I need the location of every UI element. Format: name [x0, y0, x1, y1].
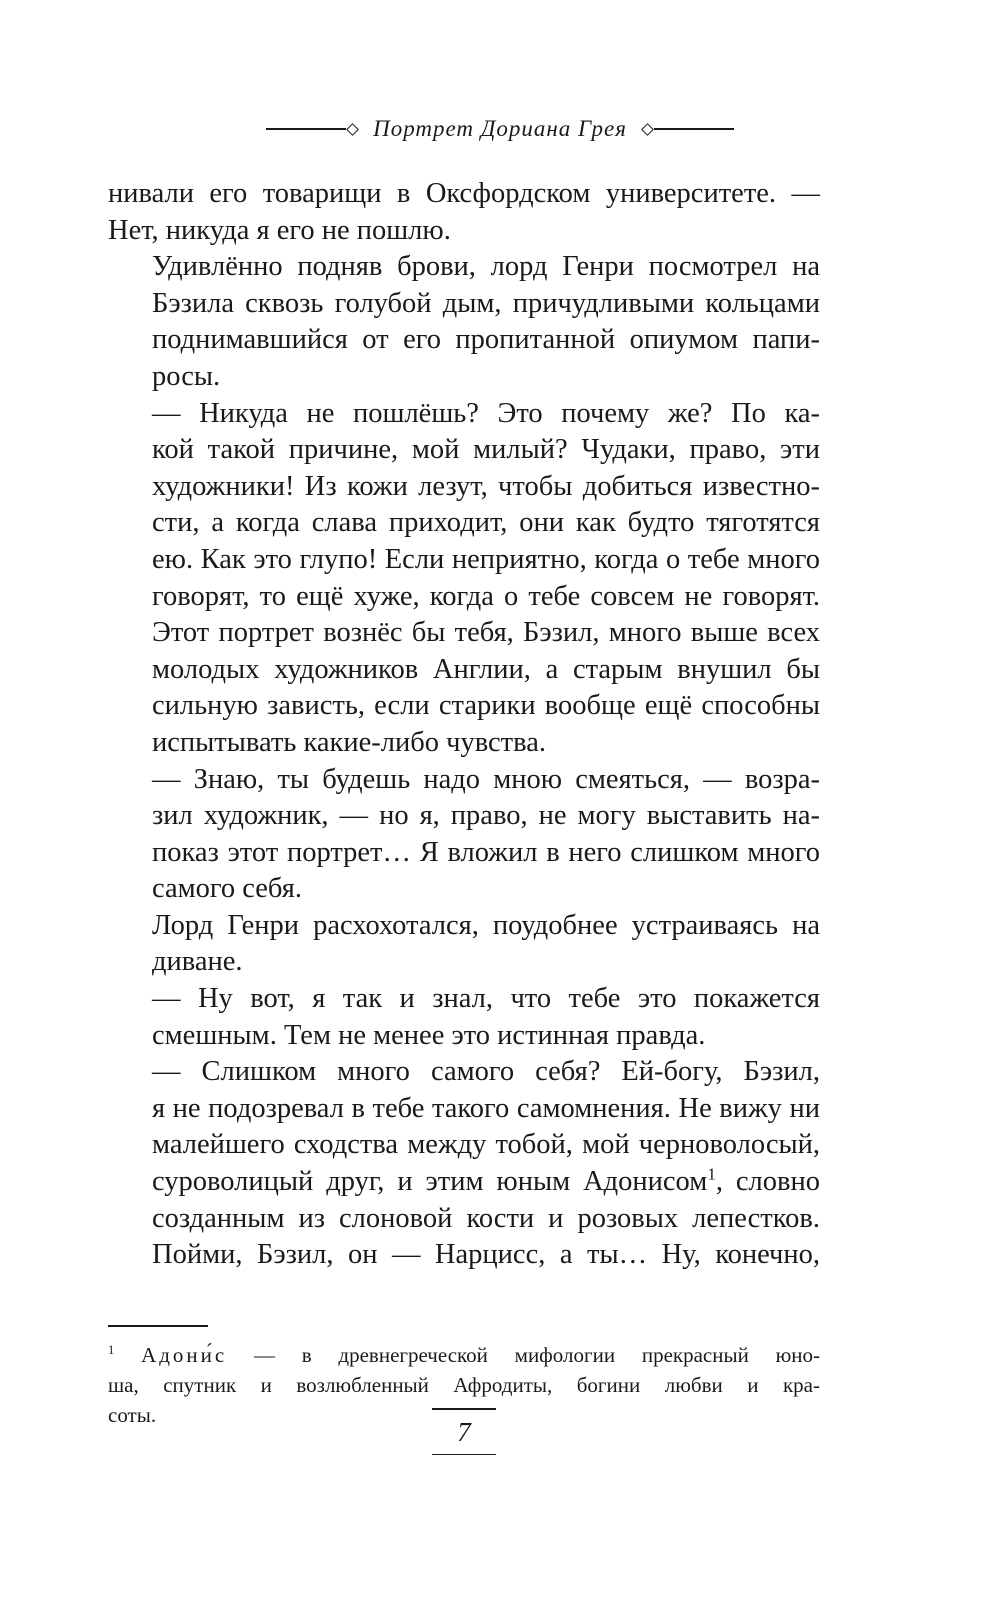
footnote-separator — [108, 1325, 208, 1327]
text-line: показ этот портрет… Я вложил в него слишком много — [152, 836, 820, 868]
header-ornament-left — [266, 125, 359, 134]
body-text — [108, 176, 820, 1274]
header-ornament-right — [641, 125, 734, 134]
text-line: Удивлённо подняв брови, лорд Генри посмотрел на — [152, 251, 820, 283]
paragraph — [108, 981, 820, 1054]
text-line: ею. Как это глупо! Если неприятно, когда о тебе много — [152, 543, 820, 575]
footnote-line: ша, спутник и возлюбленный Афродиты, богини любви и кра- — [108, 1373, 820, 1397]
text-line: — Слишком много самого себя? Ей-богу, Бэзил, — [152, 1056, 820, 1088]
text-line: — Никуда не пошлёшь? Это почему же? По ка- — [152, 397, 820, 429]
text-line: Этот портрет вознёс бы тебя, Бэзил, много выше всех — [152, 617, 820, 649]
footnote-line: $^1$ Адони́с — в древнегреческой мифологии прекрасный юно- — [108, 1343, 821, 1367]
text-line: молодых художников Англии, а старым внушил бы — [152, 653, 820, 685]
text-line: Нет, никуда я его не пошлю. — [108, 214, 451, 246]
footnote-reference[interactable]: 1 — [707, 1164, 716, 1184]
diamond-ornament-icon — [346, 123, 359, 136]
text-line: созданным из слоновой кости и розовых лепестков. — [152, 1202, 820, 1234]
footnote-marker: 1 — [108, 1343, 115, 1357]
paragraph — [108, 176, 820, 249]
paragraph — [108, 762, 820, 908]
page-number: 7 — [457, 1416, 471, 1447]
text-line: Бэзила сквозь голубой дым, причудливыми кольцами — [152, 287, 820, 319]
paragraph — [108, 1054, 820, 1274]
text-line: — Знаю, ты будешь надо мною смеяться, — возра- — [152, 763, 820, 795]
text-line: зил художник, — но я, право, не могу выставить на- — [152, 800, 820, 832]
text-line: сильную зависть, если старики вообще ещё способны — [152, 690, 820, 722]
footnote-term: Адони́с — [141, 1343, 228, 1367]
text-line: — Ну вот, я так и знал, что тебе это покажется — [152, 983, 820, 1015]
running-header — [0, 116, 1000, 142]
text-line: нивали его товарищи в Оксфордском университете. — — [108, 178, 820, 209]
text-line: сти, а когда слава приходит, они как будто тяготятся — [152, 507, 820, 539]
text-line: Лорд Генри расхохотался, поудобнее устраиваясь на — [152, 909, 820, 941]
page-number-rule-bottom — [432, 1454, 496, 1456]
text-line: смешным. Тем не менее это истинная правда. — [152, 1019, 706, 1051]
text-line: диване. — [152, 946, 243, 978]
page-number-block — [432, 1408, 496, 1455]
paragraph — [108, 396, 820, 762]
text-line: малейшего сходства между тобой, мой черноволосый, — [152, 1129, 820, 1161]
text-line: суроволицый друг, и этим юным Адонисом$^1$, словно — [152, 1164, 820, 1198]
text-line: поднимавшийся от его пропитанной опиумом папи- — [152, 324, 820, 356]
text-line: росы. — [152, 360, 221, 392]
paragraph — [108, 908, 820, 981]
text-line: испытывать какие-либо чувства. — [152, 726, 546, 758]
diamond-ornament-icon — [641, 123, 654, 136]
running-header-title: Портрет Дориана Грея — [373, 116, 627, 141]
text-line: художники! Из кожи лезут, чтобы добиться известно- — [152, 470, 820, 502]
text-line: говорят, то ещё хуже, когда о тебе совсем не говорят. — [152, 580, 820, 612]
text-line: кой такой причине, мой милый? Чудаки, право, эти — [152, 434, 820, 466]
paragraph — [108, 249, 820, 395]
text-line: самого себя. — [152, 873, 302, 905]
text-line: я не подозревал в тебе такого самомнения. Не вижу ни — [152, 1092, 820, 1124]
text-line: Пойми, Бэзил, он — Нарцисс, а ты… Ну, конечно, — [152, 1239, 820, 1271]
footnote-line: соты. — [108, 1403, 157, 1427]
